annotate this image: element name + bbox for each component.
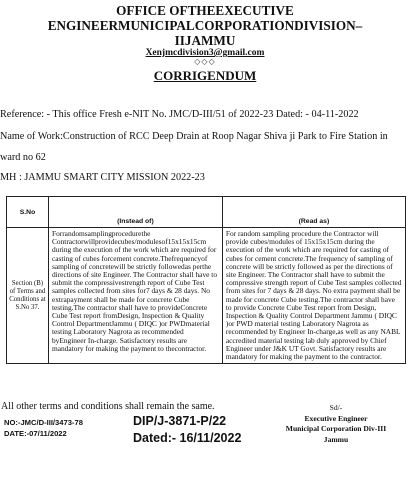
signatory-title: Executive Engineer	[304, 413, 368, 423]
table-header-row	[7, 197, 406, 228]
dip-dated: Dated:- 16/11/2022	[133, 431, 242, 445]
ornament-divider: ◇◇◇	[194, 57, 216, 66]
read-as-cell: For random sampling procedure the Contractor will provide cubes/modules of 15x15x15cm during the execution of the work which are required for casting of cubes for cement concrete.The frequency of sampling of concrete will be strictly followed as per the directions of site Engineer. The Contractor shall have to submit the compressive strength report of Cube Test samples collected from sites for 7 days & 28 days. No extra payment shall be made for concrete Cube testing.The contractor shall have to provide Concrete Cube Test report from Design, Inspection & Quality Control Department Jammu ( DIQC )or PWD material testing Laboratory Nagrota as recommended by Engineer In-charge,as well as any NABL accredited material testing lab duly approved by Chief Engineer under J&K UT Govt. Satisfactory results are mandatory for making the payment to the contractor.	[222, 228, 405, 364]
table-row	[7, 228, 406, 364]
dip-number: DIP/J-3871-P/22	[133, 414, 227, 428]
terms-remain-note: All other terms and conditions shall remain the same.	[1, 401, 215, 412]
office-email-link[interactable]: Xenjmcdivision3@gmail.com	[145, 48, 265, 58]
letterhead	[0, 3, 410, 84]
col-header-sno: S.No	[7, 197, 49, 228]
section-cell: Section (B) of Terms and Conditions at S.No 37.	[7, 228, 49, 364]
letter-date: DATE:-07/11/2022	[4, 429, 67, 438]
instead-of-cell: Forrandomsamplingprocedurethe Contractorwillprovidecubes/modulesof15x15x15cm during the execution of the work which are required for casting of cubes forcement concrete.Thefrequencyof sampling of concretewill be strictly followedas perthe directions of site Engineer. The Contractor shall have to submit the compressivestrength report of Cube Test samples collected from sites for7 days & 28 days. No extrapayment shall be made for concrete Cube testing.The contractor shall have to provideConcrete Cube Test report fromDesign, Inspection & Quality Control DepartmentJammu ( DIQC )or PWDmaterial testing Laboratory Nagrota as recommended byEngineer In-charge. Satisfactory results are mandatory for making the payment to thecontractor.	[48, 228, 222, 364]
signatory-office: Municipal Corporation Div-III	[285, 424, 387, 433]
office-title-line1: OFFICE OFTHEEXECUTIVE	[116, 3, 294, 18]
mission-line: MH : JAMMU SMART CITY MISSION 2022-23	[0, 172, 205, 183]
letter-number: NO:-JMC/D-III/3473-78	[4, 418, 83, 427]
signatory-city: Jammu	[323, 434, 349, 444]
office-title-line2: ENGINEERMUNICIPALCORPORATIONDIVISION–	[47, 18, 363, 33]
corrigendum-table	[6, 196, 406, 364]
signature-mark: Sd/-	[329, 403, 343, 412]
col-header-instead-of: (Instead of)	[48, 197, 222, 228]
signature-block	[262, 403, 410, 445]
name-of-work-line2: ward no 62	[0, 152, 46, 163]
col-header-read-as: (Read as)	[222, 197, 405, 228]
reference-line: Reference: - This office Fresh e-NIT No. JMC/D-III/51 of 2022-23 Dated: - 04-11-2022	[0, 109, 359, 120]
office-title-line3: IIJAMMU	[174, 33, 236, 48]
document-title: CORRIGENDUM	[153, 68, 257, 83]
name-of-work-line1: Name of Work:Construction of RCC Deep Drain at Roop Nagar Shiva ji Park to Fire Station in	[0, 131, 388, 142]
